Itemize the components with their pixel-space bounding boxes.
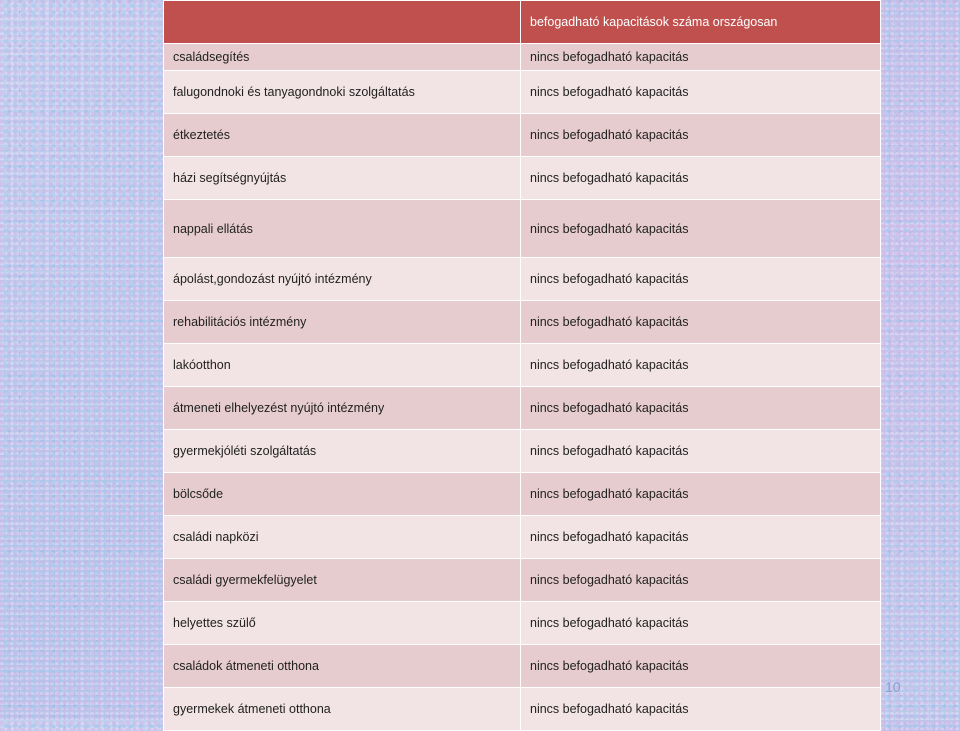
row-value: nincs befogadható kapacitás [521,645,881,688]
row-value: nincs befogadható kapacitás [521,602,881,645]
row-value: nincs befogadható kapacitás [521,387,881,430]
row-value: nincs befogadható kapacitás [521,473,881,516]
table-row [164,516,881,559]
row-value: nincs befogadható kapacitás [521,157,881,200]
row-label: gyermekek átmeneti otthona [164,688,521,731]
row-label: falugondnoki és tanyagondnoki szolgáltatás [164,71,521,114]
table-row [164,200,881,258]
table-row [164,688,881,731]
row-value: nincs befogadható kapacitás [521,258,881,301]
row-value: nincs befogadható kapacitás [521,559,881,602]
table-row [164,645,881,688]
row-label: helyettes szülő [164,602,521,645]
table-row [164,157,881,200]
row-value: nincs befogadható kapacitás [521,200,881,258]
row-value: nincs befogadható kapacitás [521,44,881,71]
row-value: nincs befogadható kapacitás [521,688,881,731]
row-value: nincs befogadható kapacitás [521,301,881,344]
row-label: családi gyermekfelügyelet [164,559,521,602]
row-value: nincs befogadható kapacitás [521,516,881,559]
row-value: nincs befogadható kapacitás [521,114,881,157]
capacity-table [163,0,881,731]
row-label: ápolást,gondozást nyújtó intézmény [164,258,521,301]
row-label: családok átmeneti otthona [164,645,521,688]
header-cell-capacity: befogadható kapacitások száma országosan [521,1,881,44]
table-body [164,1,881,731]
row-label: családsegítés [164,44,521,71]
table-row [164,44,881,71]
page-number: 10 [885,679,901,695]
table-header-row [164,1,881,44]
row-label: átmeneti elhelyezést nyújtó intézmény [164,387,521,430]
table-row [164,430,881,473]
table-row [164,344,881,387]
table-row [164,473,881,516]
table-row [164,387,881,430]
table-row [164,114,881,157]
table-row [164,602,881,645]
row-label: gyermekjóléti szolgáltatás [164,430,521,473]
row-label: bölcsőde [164,473,521,516]
row-label: nappali ellátás [164,200,521,258]
row-label: családi napközi [164,516,521,559]
table-row [164,559,881,602]
row-label: rehabilitációs intézmény [164,301,521,344]
table-row [164,301,881,344]
row-value: nincs befogadható kapacitás [521,344,881,387]
table-row [164,71,881,114]
row-value: nincs befogadható kapacitás [521,430,881,473]
header-cell-service [164,1,521,44]
row-value: nincs befogadható kapacitás [521,71,881,114]
row-label: házi segítségnyújtás [164,157,521,200]
table-row [164,258,881,301]
row-label: étkeztetés [164,114,521,157]
row-label: lakóotthon [164,344,521,387]
